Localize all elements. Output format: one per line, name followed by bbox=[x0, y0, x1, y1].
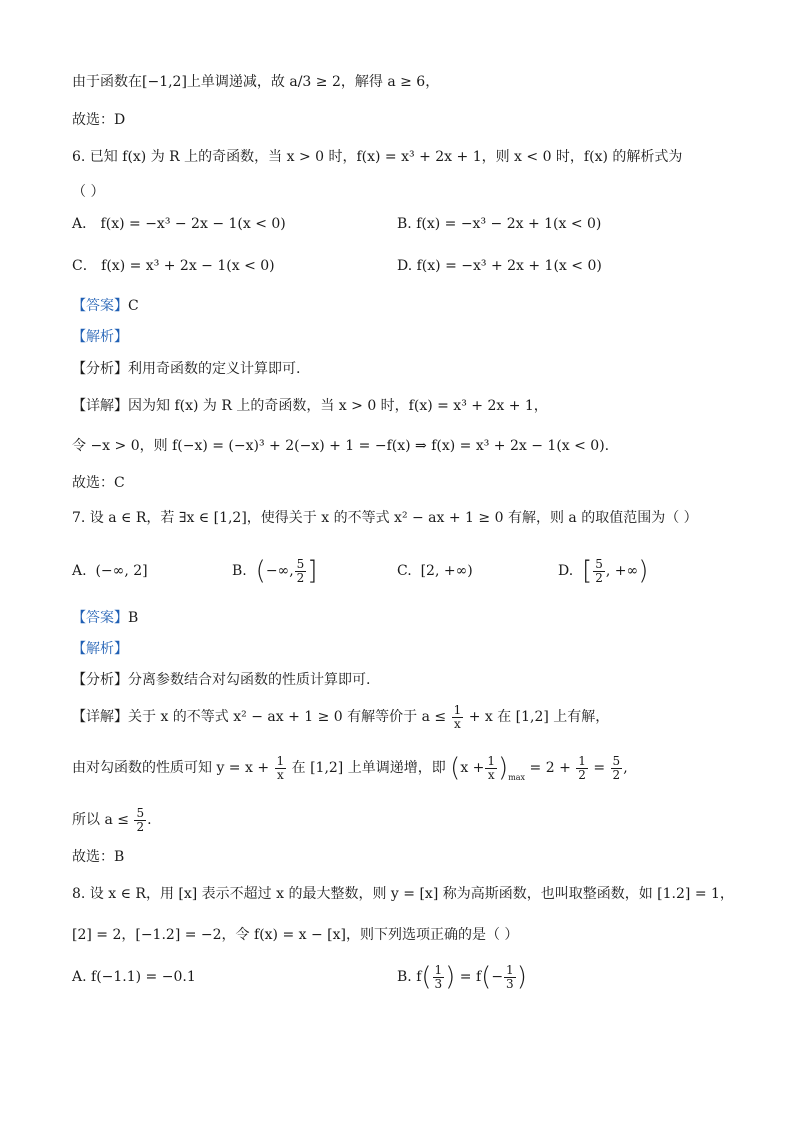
summary-tag: 【分析】 bbox=[72, 361, 128, 377]
text-line-monotonic bbox=[72, 72, 439, 92]
analysis-7-monotonic: 由对勾函数的性质可知 y = x + $\frac{1}{x}$ 在 [1,2] 上单调递增，即 (x + $\frac{1}{x}$ )$_{max} = 2$ + $\frac{1}{2}$ = $\frac{5}{2}$ , bbox=[72, 753, 628, 783]
numerator: 1 bbox=[506, 962, 514, 977]
analysis-7-detail bbox=[72, 700, 609, 734]
question-text: [2] = 2，[−1.2] = −2，令 f(x) = x − [x]，则下列选项正确的是（ ） bbox=[72, 927, 519, 943]
left-paren-icon: ( bbox=[255, 556, 266, 586]
text-content: = 2 + bbox=[529, 760, 571, 776]
right-paren-icon: ) bbox=[516, 962, 527, 992]
select-7 bbox=[72, 847, 124, 867]
text-content: 由对勾函数的性质可知 y = x + bbox=[72, 760, 270, 776]
analysis-7-conclusion bbox=[72, 802, 152, 838]
option-7c bbox=[397, 561, 473, 581]
summary-tag: 【分析】 bbox=[72, 672, 128, 688]
numerator: 5 bbox=[612, 753, 621, 768]
option-7d bbox=[558, 552, 648, 590]
answer-value: C bbox=[128, 298, 139, 314]
numerator: 5 bbox=[595, 556, 603, 571]
question-text: 8. 设 x ∈ R，用 [x] 表示不超过 x 的最大整数，则 y = [x] 称为高斯函数，也叫取整函数，如 [1.2] = 1， bbox=[72, 886, 734, 902]
left-bracket-icon: [ bbox=[582, 556, 593, 586]
detail-text: + x 在 [1,2] 上有解， bbox=[468, 709, 610, 725]
numerator: 1 bbox=[578, 753, 586, 768]
option-text: C． f(x) = x³ + 2x − 1(x < 0) bbox=[72, 258, 275, 274]
denominator: 2 bbox=[296, 570, 305, 585]
option-label: B. f bbox=[397, 969, 422, 985]
option-text: D. f(x) = −x³ + 2x + 1(x < 0) bbox=[397, 258, 602, 274]
question-text: 7. 设 a ∈ R，若 ∃x ∈ [1,2]，使得关于 x 的不等式 x² − ax + 1 ≥ 0 有解，则 a 的取值范围为（ ） bbox=[72, 510, 698, 526]
option-text: A． f(x) = −x³ − 2x − 1(x < 0) bbox=[72, 216, 286, 232]
denominator: 3 bbox=[434, 976, 443, 991]
analysis-7-header bbox=[72, 639, 128, 659]
detail-text: 因为知 f(x) 为 R 上的奇函数，当 x > 0 时，f(x) = x³ + 2x + 1， bbox=[128, 398, 548, 414]
denominator: 3 bbox=[506, 976, 514, 991]
analysis-6-derivation bbox=[72, 436, 609, 456]
denominator: x bbox=[487, 767, 495, 782]
fraction-1-3 bbox=[504, 964, 516, 991]
left-paren-icon: ( bbox=[450, 753, 461, 783]
question-8-stem bbox=[72, 884, 734, 904]
option-text: (−∞, 2] bbox=[95, 563, 148, 579]
option-label: D. bbox=[558, 563, 574, 579]
analysis-7-summary bbox=[72, 670, 370, 690]
option-text: A. f(−1.1) = −0.1 bbox=[72, 969, 196, 985]
option-text: −∞, bbox=[265, 563, 294, 579]
answer-tag: 【答案】 bbox=[72, 298, 128, 314]
text-content: 故选：D bbox=[72, 112, 126, 128]
summary-text: 分离参数结合对勾函数的性质计算即可. bbox=[128, 672, 371, 688]
option-text: B. f(x) = −x³ − 2x + 1(x < 0) bbox=[397, 216, 602, 232]
numerator: 1 bbox=[487, 753, 496, 768]
option-8a bbox=[72, 967, 196, 987]
left-paren-icon: ( bbox=[421, 962, 432, 992]
question-6-paren bbox=[72, 182, 104, 202]
fraction-5-2 bbox=[134, 807, 146, 834]
fraction-5-2 bbox=[593, 558, 605, 585]
answer-tag: 【答案】 bbox=[72, 610, 128, 626]
question-8-stem-2 bbox=[72, 925, 518, 945]
option-7b bbox=[232, 552, 317, 590]
question-text: 6. 已知 f(x) 为 R 上的奇函数，当 x > 0 时，f(x) = x³ + 2x + 1，则 x < 0 时，f(x) 的解析式为 bbox=[72, 149, 683, 165]
option-6b bbox=[397, 214, 601, 234]
analysis-6-summary bbox=[72, 359, 300, 379]
analysis-6-header bbox=[72, 327, 128, 347]
text-content: 由于函数在[−1,2]上单调递减，故 a/3 ≥ 2，解得 a ≥ 6， bbox=[72, 74, 440, 90]
text-content: 所以 a ≤ bbox=[72, 812, 129, 828]
text-content: 故选：C bbox=[72, 475, 125, 491]
numerator: 1 bbox=[434, 962, 443, 977]
option-label: B. bbox=[232, 563, 247, 579]
option-label: C. bbox=[397, 563, 412, 579]
denominator: 2 bbox=[578, 767, 586, 782]
text-line-select-d bbox=[72, 110, 125, 130]
analysis-6-detail bbox=[72, 396, 548, 416]
numerator: 1 bbox=[276, 753, 285, 768]
analysis-tag: 【解析】 bbox=[72, 641, 128, 657]
answer-7 bbox=[72, 608, 138, 628]
right-paren-icon: ) bbox=[445, 962, 456, 992]
option-label: A. bbox=[72, 563, 87, 579]
fraction-1-x bbox=[275, 755, 287, 782]
minus-sign: − bbox=[491, 969, 504, 985]
option-7a bbox=[72, 561, 148, 581]
fraction-5-2 bbox=[295, 558, 307, 585]
denominator: 2 bbox=[136, 819, 145, 834]
summary-text: 利用奇函数的定义计算即可. bbox=[128, 361, 301, 377]
answer-6 bbox=[72, 296, 139, 316]
detail-text: 关于 x 的不等式 x² − ax + 1 ≥ 0 有解等价于 a ≤ bbox=[128, 709, 447, 725]
option-text: [2, +∞) bbox=[420, 563, 473, 579]
fraction-1-3 bbox=[433, 964, 445, 991]
question-6-stem bbox=[72, 147, 682, 167]
option-text: = f bbox=[459, 969, 482, 985]
numerator: 1 bbox=[453, 702, 462, 717]
text-content: , bbox=[623, 760, 628, 776]
detail-tag: 【详解】 bbox=[72, 709, 128, 725]
answer-blank: （ ） bbox=[72, 184, 105, 200]
denominator: 2 bbox=[612, 767, 621, 782]
option-8b bbox=[397, 958, 527, 996]
option-6c bbox=[72, 256, 275, 276]
analysis-tag: 【解析】 bbox=[72, 329, 128, 345]
fraction-5-2 bbox=[611, 755, 623, 782]
option-6d bbox=[397, 256, 602, 276]
denominator: 2 bbox=[595, 570, 603, 585]
subscript-max: max bbox=[508, 773, 526, 782]
denominator: x bbox=[276, 767, 284, 782]
fraction-1-x bbox=[452, 704, 464, 731]
text-content: 在 [1,2] 上单调递增，即 bbox=[291, 760, 446, 776]
expression-text: x + bbox=[460, 760, 485, 776]
numerator: 5 bbox=[296, 556, 305, 571]
numerator: 5 bbox=[136, 805, 145, 820]
question-7-stem bbox=[72, 508, 698, 528]
option-text: , +∞ bbox=[605, 563, 639, 579]
fraction-1-2 bbox=[576, 755, 588, 782]
text-content: . bbox=[147, 812, 152, 828]
text-content: 故选：B bbox=[72, 849, 125, 865]
option-6a bbox=[72, 214, 286, 234]
right-paren-icon: ) bbox=[498, 753, 509, 783]
left-paren-icon: ( bbox=[481, 962, 492, 992]
fraction-1-x bbox=[485, 755, 497, 782]
denominator: x bbox=[454, 716, 461, 731]
detail-tag: 【详解】 bbox=[72, 398, 128, 414]
right-paren-icon: ) bbox=[638, 556, 649, 586]
select-6 bbox=[72, 473, 125, 493]
right-bracket-icon: ] bbox=[307, 556, 318, 586]
derivation-text: 令 −x > 0，则 f(−x) = (−x)³ + 2(−x) + 1 = −f(x) ⇒ f(x) = x³ + 2x − 1(x < 0). bbox=[72, 438, 610, 454]
answer-value: B bbox=[128, 610, 139, 626]
